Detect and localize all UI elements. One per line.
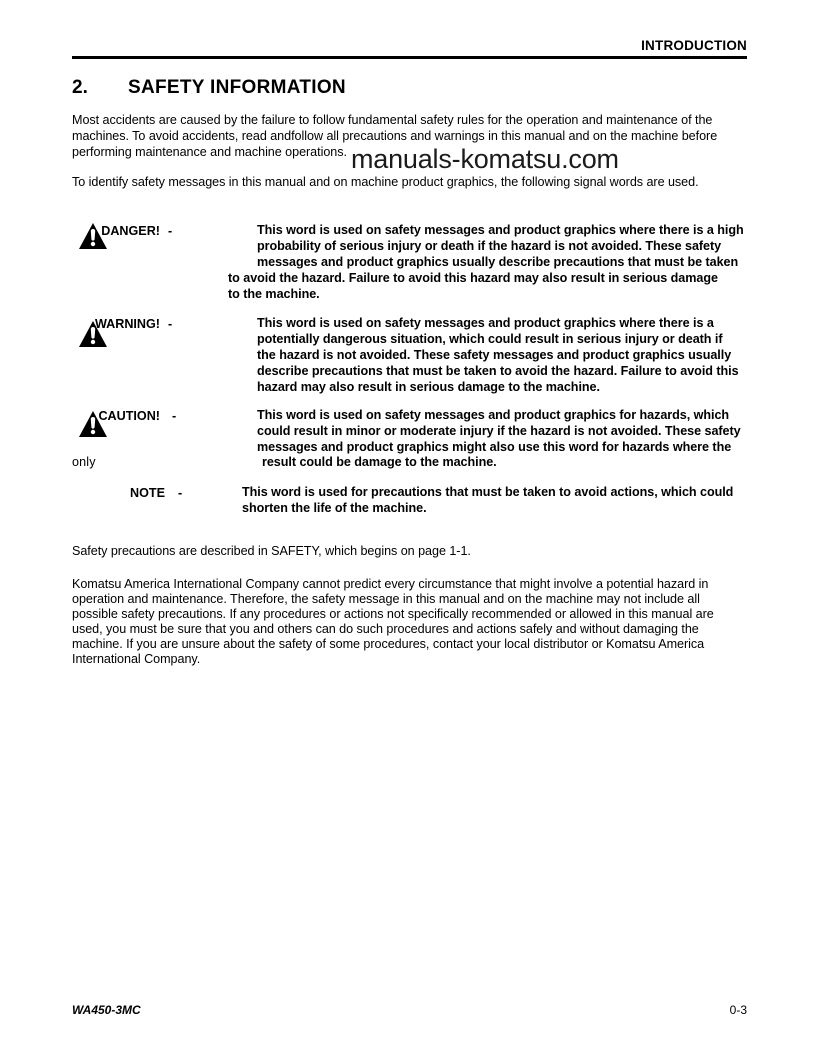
safety-reference-line: Safety precautions are described in SAFETY, which begins on page 1-1.	[72, 544, 471, 558]
caution-body-line: result could be damage to the machine.	[262, 455, 497, 469]
signal-dash-danger: -	[168, 224, 173, 238]
signal-label-note: NOTE	[130, 486, 165, 500]
intro-paragraph1-line: performing maintenance and machine operations.	[72, 145, 347, 159]
note-body-line: shorten the life of the machine.	[242, 501, 427, 515]
header-divider-rule	[72, 56, 747, 59]
danger-body-line: This word is used on safety messages and product graphics where there is a high	[257, 223, 744, 237]
section-number: 2.	[72, 77, 88, 98]
disclaimer-line: International Company.	[72, 652, 201, 666]
signal-label-caution: CAUTION!	[98, 409, 160, 423]
signal-label-warning: WARNING!	[94, 317, 160, 331]
section-title: SAFETY INFORMATION	[128, 77, 346, 98]
warning-body-line: the hazard is not avoided. These safety messages and product graphics usually	[257, 348, 732, 362]
disclaimer-line: machine. If you are unsure about the safety of some procedures, contact your local distributor or Komatsu America	[72, 637, 705, 651]
danger-body-line: to avoid the hazard. Failure to avoid this hazard may also result in serious damage	[228, 271, 718, 285]
caution-body-line: messages and product graphics might also use this word for hazards where the	[257, 440, 732, 454]
caution-body-line: could result in minor or moderate injury if the hazard is not avoided. These safety	[257, 424, 741, 438]
intro-paragraph2-line: To identify safety messages in this manual and on machine product graphics, the following signal words are used.	[72, 175, 699, 189]
disclaimer-line: Komatsu America International Company cannot predict every circumstance that might involve a potential hazard in	[72, 577, 709, 591]
signal-dash-caution: -	[172, 409, 177, 423]
intro-paragraph1-line: machines. To avoid accidents, read andfollow all precautions and warnings in this manual and on the machine before	[72, 129, 718, 143]
disclaimer-line: used, you must be sure that you and others can do such procedures and actions safely and without damaging the	[72, 622, 699, 636]
caution-side-note: only	[72, 455, 96, 469]
signal-label-danger: DANGER!	[101, 224, 160, 238]
warning-body-line: describe precautions that must be taken to avoid the hazard. Failure to avoid this	[257, 364, 739, 378]
warning-body-line: hazard may also result in serious damage to the machine.	[257, 380, 600, 394]
note-body-line: This word is used for precautions that must be taken to avoid actions, which could	[242, 485, 734, 499]
intro-paragraph1-line: Most accidents are caused by the failure to follow fundamental safety rules for the operation and maintenance of the	[72, 113, 713, 127]
signal-dash-note: -	[178, 486, 183, 500]
caution-body-line: This word is used on safety messages and product graphics for hazards, which	[257, 408, 730, 422]
danger-body-line: probability of serious injury or death if the hazard is not avoided. These safety	[257, 239, 722, 253]
page-header-title: INTRODUCTION	[641, 38, 747, 53]
danger-body-line: messages and product graphics usually describe precautions that must be taken	[257, 255, 739, 269]
disclaimer-line: possible safety precautions. If any procedures or actions not specifically recommended or allowed in this manual are	[72, 607, 714, 621]
warning-body-line: potentially dangerous situation, which could result in serious injury or death if	[257, 332, 723, 346]
signal-dash-warning: -	[168, 317, 173, 331]
footer-model-number: WA450-3MC	[72, 1003, 141, 1017]
disclaimer-line: operation and maintenance. Therefore, the safety message in this manual and on the machine may not include all	[72, 592, 700, 606]
warning-body-line: This word is used on safety messages and product graphics where there is a	[257, 316, 714, 330]
footer-page-number: 0-3	[729, 1003, 747, 1017]
watermark-text: manuals-komatsu.com	[351, 144, 619, 174]
danger-body-line: to the machine.	[228, 287, 320, 301]
